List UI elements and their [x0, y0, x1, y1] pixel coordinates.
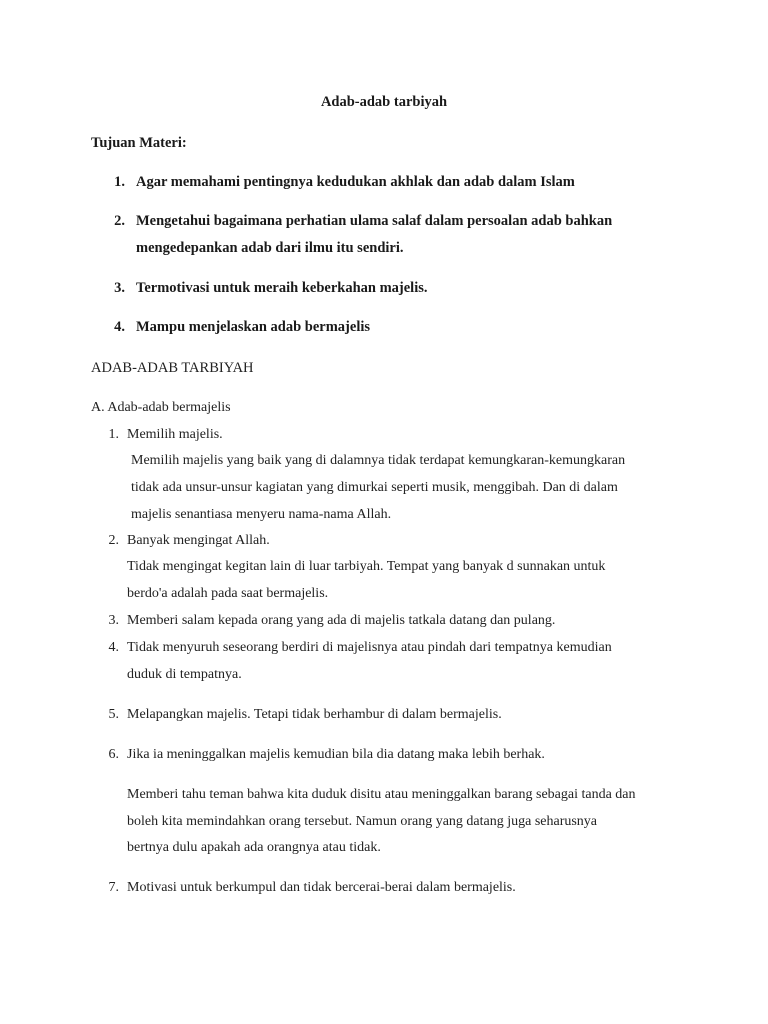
document-title: Adab-adab tarbiyah — [320, 94, 448, 110]
objective-number: 3. — [114, 280, 125, 296]
item-title: Jika ia meninggalkan majelis kemudian bila dia datang maka lebih berhak. — [127, 747, 545, 762]
item-title: Tidak menyuruh seseorang berdiri di majelisnya atau pindah dari tempatnya kemudian — [127, 640, 612, 655]
item-title: Memilih majelis. — [127, 427, 223, 442]
section-heading: ADAB-ADAB TARBIYAH — [91, 360, 254, 376]
objective-text: Agar memahami pentingnya kedudukan akhlak dan adab dalam Islam — [136, 174, 575, 190]
item-description: boleh kita memindahkan orang tersebut. Namun orang yang datang juga seharusnya — [127, 814, 598, 829]
item-number: 3. — [108, 613, 119, 628]
item-number: 5. — [108, 707, 119, 722]
item-number: 6. — [108, 747, 119, 762]
item-title: Motivasi untuk berkumpul dan tidak bercerai-berai dalam bermajelis. — [127, 880, 516, 895]
objectives-heading: Tujuan Materi: — [91, 135, 187, 151]
objective-number: 2. — [114, 213, 125, 229]
item-number: 1. — [108, 427, 119, 442]
item-description: berdo'a adalah pada saat bermajelis. — [127, 586, 329, 601]
objective-text: Termotivasi untuk meraih keberkahan majelis. — [136, 280, 428, 296]
item-number: 4. — [108, 640, 119, 655]
item-description: bertnya dulu apakah ada orangnya atau tidak. — [127, 840, 381, 855]
item-description: tidak ada unsur-unsur kagiatan yang dimurkai seperti musik, menggibah. Dan di dalam — [131, 480, 618, 495]
item-description: Memberi tahu teman bahwa kita duduk disitu atau meninggalkan barang sebagai tanda dan — [127, 787, 636, 802]
item-title: Melapangkan majelis. Tetapi tidak berhambur di dalam bermajelis. — [127, 707, 502, 722]
objective-text: Mengetahui bagaimana perhatian ulama salaf dalam persoalan adab bahkan — [136, 213, 613, 229]
item-description: duduk di tempatnya. — [127, 667, 242, 682]
item-description: Memilih majelis yang baik yang di dalamnya tidak terdapat kemungkaran-kemungkaran — [131, 453, 626, 468]
item-title: Banyak mengingat Allah. — [127, 533, 270, 548]
subsection-heading: A. Adab-adab bermajelis — [91, 400, 231, 415]
item-number: 7. — [108, 880, 119, 895]
item-title: Memberi salam kepada orang yang ada di majelis tatkala datang dan pulang. — [127, 613, 556, 628]
item-description: Tidak mengingat kegitan lain di luar tarbiyah. Tempat yang banyak d sunnakan untuk — [127, 559, 606, 574]
objective-number: 1. — [114, 174, 125, 190]
objective-text: Mampu menjelaskan adab bermajelis — [136, 319, 371, 335]
objective-number: 4. — [114, 319, 125, 335]
item-number: 2. — [108, 533, 119, 548]
item-description: majelis senantiasa menyeru nama-nama Allah. — [131, 507, 392, 522]
objective-text: mengedepankan adab dari ilmu itu sendiri. — [136, 240, 404, 256]
